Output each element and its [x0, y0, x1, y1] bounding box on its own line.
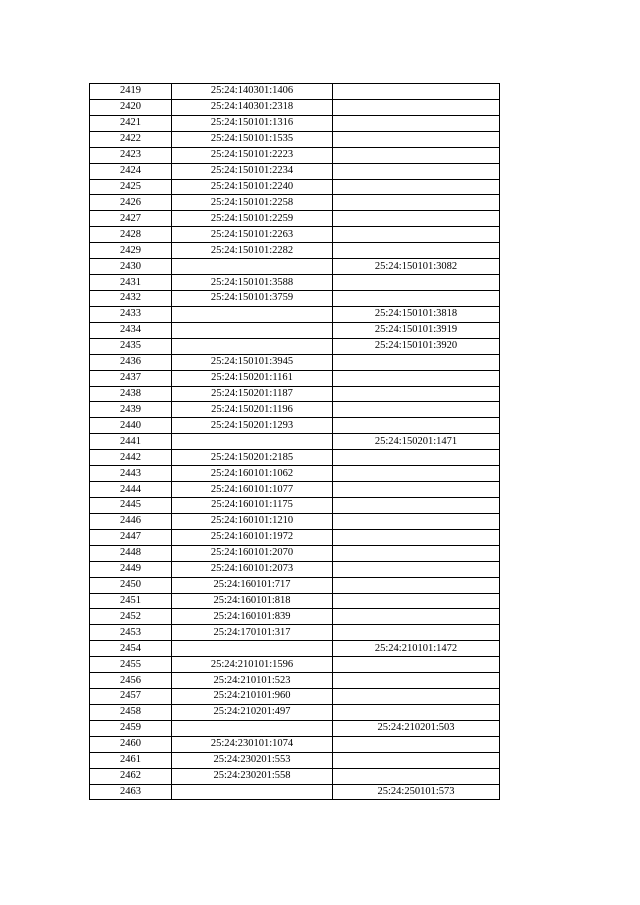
table-row [90, 641, 500, 657]
cadastral-number-cell: 25:24:230201:558 [172, 768, 333, 784]
alternate-cadastral-number-cell [333, 625, 500, 641]
alternate-cadastral-number-cell: 25:24:210201:503 [333, 720, 500, 736]
table-row [90, 322, 500, 338]
cadastral-number-cell: 25:24:230101:1074 [172, 736, 333, 752]
row-number-cell: 2436 [90, 354, 172, 370]
table-row [90, 131, 500, 147]
table-row [90, 625, 500, 641]
cadastral-number-cell: 25:24:150201:1196 [172, 402, 333, 418]
row-number-cell: 2450 [90, 577, 172, 593]
table-row [90, 497, 500, 513]
alternate-cadastral-number-cell [333, 163, 500, 179]
row-number-cell: 2447 [90, 529, 172, 545]
alternate-cadastral-number-cell [333, 84, 500, 100]
table-row [90, 115, 500, 131]
cadastral-number-table [89, 83, 500, 800]
alternate-cadastral-number-cell [333, 195, 500, 211]
cadastral-number-cell: 25:24:150201:1293 [172, 418, 333, 434]
alternate-cadastral-number-cell [333, 243, 500, 259]
alternate-cadastral-number-cell [333, 577, 500, 593]
row-number-cell: 2420 [90, 99, 172, 115]
row-number-cell: 2463 [90, 784, 172, 800]
row-number-cell: 2432 [90, 290, 172, 306]
table-row [90, 354, 500, 370]
table-row [90, 466, 500, 482]
table-row [90, 211, 500, 227]
cadastral-number-cell: 25:24:150101:3588 [172, 275, 333, 291]
cadastral-number-cell: 25:24:150101:1535 [172, 131, 333, 147]
cadastral-number-cell: 25:24:150101:1316 [172, 115, 333, 131]
cadastral-number-cell: 25:24:160101:839 [172, 609, 333, 625]
alternate-cadastral-number-cell: 25:24:150201:1471 [333, 434, 500, 450]
table-body [90, 84, 500, 800]
row-number-cell: 2427 [90, 211, 172, 227]
row-number-cell: 2434 [90, 322, 172, 338]
row-number-cell: 2435 [90, 338, 172, 354]
table-row [90, 227, 500, 243]
row-number-cell: 2425 [90, 179, 172, 195]
cadastral-number-cell [172, 784, 333, 800]
alternate-cadastral-number-cell: 25:24:210101:1472 [333, 641, 500, 657]
table-row [90, 689, 500, 705]
cadastral-number-cell: 25:24:140301:1406 [172, 84, 333, 100]
row-number-cell: 2446 [90, 513, 172, 529]
alternate-cadastral-number-cell [333, 657, 500, 673]
row-number-cell: 2452 [90, 609, 172, 625]
cadastral-number-cell: 25:24:150101:3945 [172, 354, 333, 370]
row-number-cell: 2456 [90, 673, 172, 689]
alternate-cadastral-number-cell [333, 466, 500, 482]
row-number-cell: 2460 [90, 736, 172, 752]
table-row [90, 338, 500, 354]
cadastral-number-cell: 25:24:210101:960 [172, 689, 333, 705]
table-row [90, 513, 500, 529]
cadastral-number-cell: 25:24:160101:2070 [172, 545, 333, 561]
table-row [90, 529, 500, 545]
alternate-cadastral-number-cell [333, 529, 500, 545]
alternate-cadastral-number-cell [333, 131, 500, 147]
alternate-cadastral-number-cell [333, 370, 500, 386]
row-number-cell: 2458 [90, 704, 172, 720]
row-number-cell: 2462 [90, 768, 172, 784]
alternate-cadastral-number-cell [333, 704, 500, 720]
table-row [90, 275, 500, 291]
table-row [90, 561, 500, 577]
alternate-cadastral-number-cell [333, 227, 500, 243]
cadastral-number-cell: 25:24:150201:2185 [172, 450, 333, 466]
cadastral-number-cell: 25:24:160101:1062 [172, 466, 333, 482]
cadastral-number-cell: 25:24:230201:553 [172, 752, 333, 768]
alternate-cadastral-number-cell [333, 736, 500, 752]
row-number-cell: 2454 [90, 641, 172, 657]
row-number-cell: 2444 [90, 482, 172, 498]
row-number-cell: 2424 [90, 163, 172, 179]
row-number-cell: 2441 [90, 434, 172, 450]
table-row [90, 482, 500, 498]
row-number-cell: 2428 [90, 227, 172, 243]
row-number-cell: 2459 [90, 720, 172, 736]
table-row [90, 306, 500, 322]
cadastral-number-cell: 25:24:140301:2318 [172, 99, 333, 115]
cadastral-number-cell: 25:24:160101:1077 [172, 482, 333, 498]
cadastral-number-cell: 25:24:150201:1187 [172, 386, 333, 402]
table-row [90, 402, 500, 418]
row-number-cell: 2443 [90, 466, 172, 482]
table-row [90, 577, 500, 593]
alternate-cadastral-number-cell [333, 354, 500, 370]
cadastral-number-cell: 25:24:160101:2073 [172, 561, 333, 577]
row-number-cell: 2423 [90, 147, 172, 163]
cadastral-number-cell: 25:24:150101:2234 [172, 163, 333, 179]
alternate-cadastral-number-cell [333, 593, 500, 609]
table-row [90, 736, 500, 752]
table-row [90, 784, 500, 800]
alternate-cadastral-number-cell [333, 179, 500, 195]
row-number-cell: 2421 [90, 115, 172, 131]
alternate-cadastral-number-cell [333, 513, 500, 529]
row-number-cell: 2429 [90, 243, 172, 259]
cadastral-number-cell: 25:24:150101:3759 [172, 290, 333, 306]
cadastral-number-cell [172, 434, 333, 450]
cadastral-number-cell: 25:24:150101:2282 [172, 243, 333, 259]
alternate-cadastral-number-cell [333, 211, 500, 227]
table-row [90, 434, 500, 450]
table-row [90, 290, 500, 306]
table-row [90, 179, 500, 195]
cadastral-number-cell: 25:24:160101:1175 [172, 497, 333, 513]
row-number-cell: 2448 [90, 545, 172, 561]
row-number-cell: 2445 [90, 497, 172, 513]
cadastral-number-cell [172, 306, 333, 322]
row-number-cell: 2453 [90, 625, 172, 641]
row-number-cell: 2437 [90, 370, 172, 386]
cadastral-number-cell: 25:24:150201:1161 [172, 370, 333, 386]
table-row [90, 545, 500, 561]
alternate-cadastral-number-cell [333, 561, 500, 577]
table-row [90, 768, 500, 784]
cadastral-number-cell [172, 641, 333, 657]
cadastral-number-cell [172, 720, 333, 736]
table-row [90, 259, 500, 275]
row-number-cell: 2442 [90, 450, 172, 466]
row-number-cell: 2422 [90, 131, 172, 147]
alternate-cadastral-number-cell: 25:24:150101:3919 [333, 322, 500, 338]
cadastral-number-cell: 25:24:160101:1210 [172, 513, 333, 529]
table-row [90, 243, 500, 259]
row-number-cell: 2455 [90, 657, 172, 673]
alternate-cadastral-number-cell [333, 290, 500, 306]
cadastral-number-cell: 25:24:160101:1972 [172, 529, 333, 545]
alternate-cadastral-number-cell [333, 768, 500, 784]
alternate-cadastral-number-cell [333, 752, 500, 768]
table-row [90, 418, 500, 434]
alternate-cadastral-number-cell [333, 497, 500, 513]
alternate-cadastral-number-cell [333, 147, 500, 163]
alternate-cadastral-number-cell [333, 545, 500, 561]
row-number-cell: 2440 [90, 418, 172, 434]
alternate-cadastral-number-cell [333, 115, 500, 131]
cadastral-number-cell: 25:24:210101:1596 [172, 657, 333, 673]
alternate-cadastral-number-cell [333, 386, 500, 402]
table-row [90, 386, 500, 402]
alternate-cadastral-number-cell: 25:24:150101:3818 [333, 306, 500, 322]
row-number-cell: 2431 [90, 275, 172, 291]
table-row [90, 84, 500, 100]
cadastral-number-cell: 25:24:150101:2240 [172, 179, 333, 195]
table-row [90, 163, 500, 179]
table-row [90, 450, 500, 466]
cadastral-number-cell: 25:24:170101:317 [172, 625, 333, 641]
cadastral-number-cell [172, 259, 333, 275]
alternate-cadastral-number-cell [333, 673, 500, 689]
table-row [90, 673, 500, 689]
alternate-cadastral-number-cell [333, 689, 500, 705]
cadastral-number-cell: 25:24:160101:818 [172, 593, 333, 609]
table-row [90, 147, 500, 163]
alternate-cadastral-number-cell: 25:24:150101:3920 [333, 338, 500, 354]
table-row [90, 752, 500, 768]
row-number-cell: 2461 [90, 752, 172, 768]
alternate-cadastral-number-cell [333, 450, 500, 466]
row-number-cell: 2439 [90, 402, 172, 418]
alternate-cadastral-number-cell: 25:24:250101:573 [333, 784, 500, 800]
table-row [90, 195, 500, 211]
alternate-cadastral-number-cell [333, 482, 500, 498]
alternate-cadastral-number-cell [333, 275, 500, 291]
row-number-cell: 2449 [90, 561, 172, 577]
alternate-cadastral-number-cell [333, 609, 500, 625]
cadastral-number-cell [172, 338, 333, 354]
table-row [90, 609, 500, 625]
cadastral-number-cell: 25:24:150101:2259 [172, 211, 333, 227]
row-number-cell: 2457 [90, 689, 172, 705]
row-number-cell: 2433 [90, 306, 172, 322]
alternate-cadastral-number-cell [333, 99, 500, 115]
row-number-cell: 2451 [90, 593, 172, 609]
cadastral-number-cell: 25:24:150101:2263 [172, 227, 333, 243]
row-number-cell: 2438 [90, 386, 172, 402]
row-number-cell: 2430 [90, 259, 172, 275]
row-number-cell: 2419 [90, 84, 172, 100]
table-row [90, 593, 500, 609]
table-row [90, 657, 500, 673]
cadastral-number-cell: 25:24:210201:497 [172, 704, 333, 720]
table-row [90, 704, 500, 720]
table-row [90, 99, 500, 115]
alternate-cadastral-number-cell: 25:24:150101:3082 [333, 259, 500, 275]
cadastral-number-cell: 25:24:160101:717 [172, 577, 333, 593]
cadastral-number-cell: 25:24:150101:2258 [172, 195, 333, 211]
alternate-cadastral-number-cell [333, 402, 500, 418]
cadastral-number-cell [172, 322, 333, 338]
table-row [90, 720, 500, 736]
cadastral-number-cell: 25:24:210101:523 [172, 673, 333, 689]
row-number-cell: 2426 [90, 195, 172, 211]
cadastral-number-cell: 25:24:150101:2223 [172, 147, 333, 163]
table-row [90, 370, 500, 386]
alternate-cadastral-number-cell [333, 418, 500, 434]
